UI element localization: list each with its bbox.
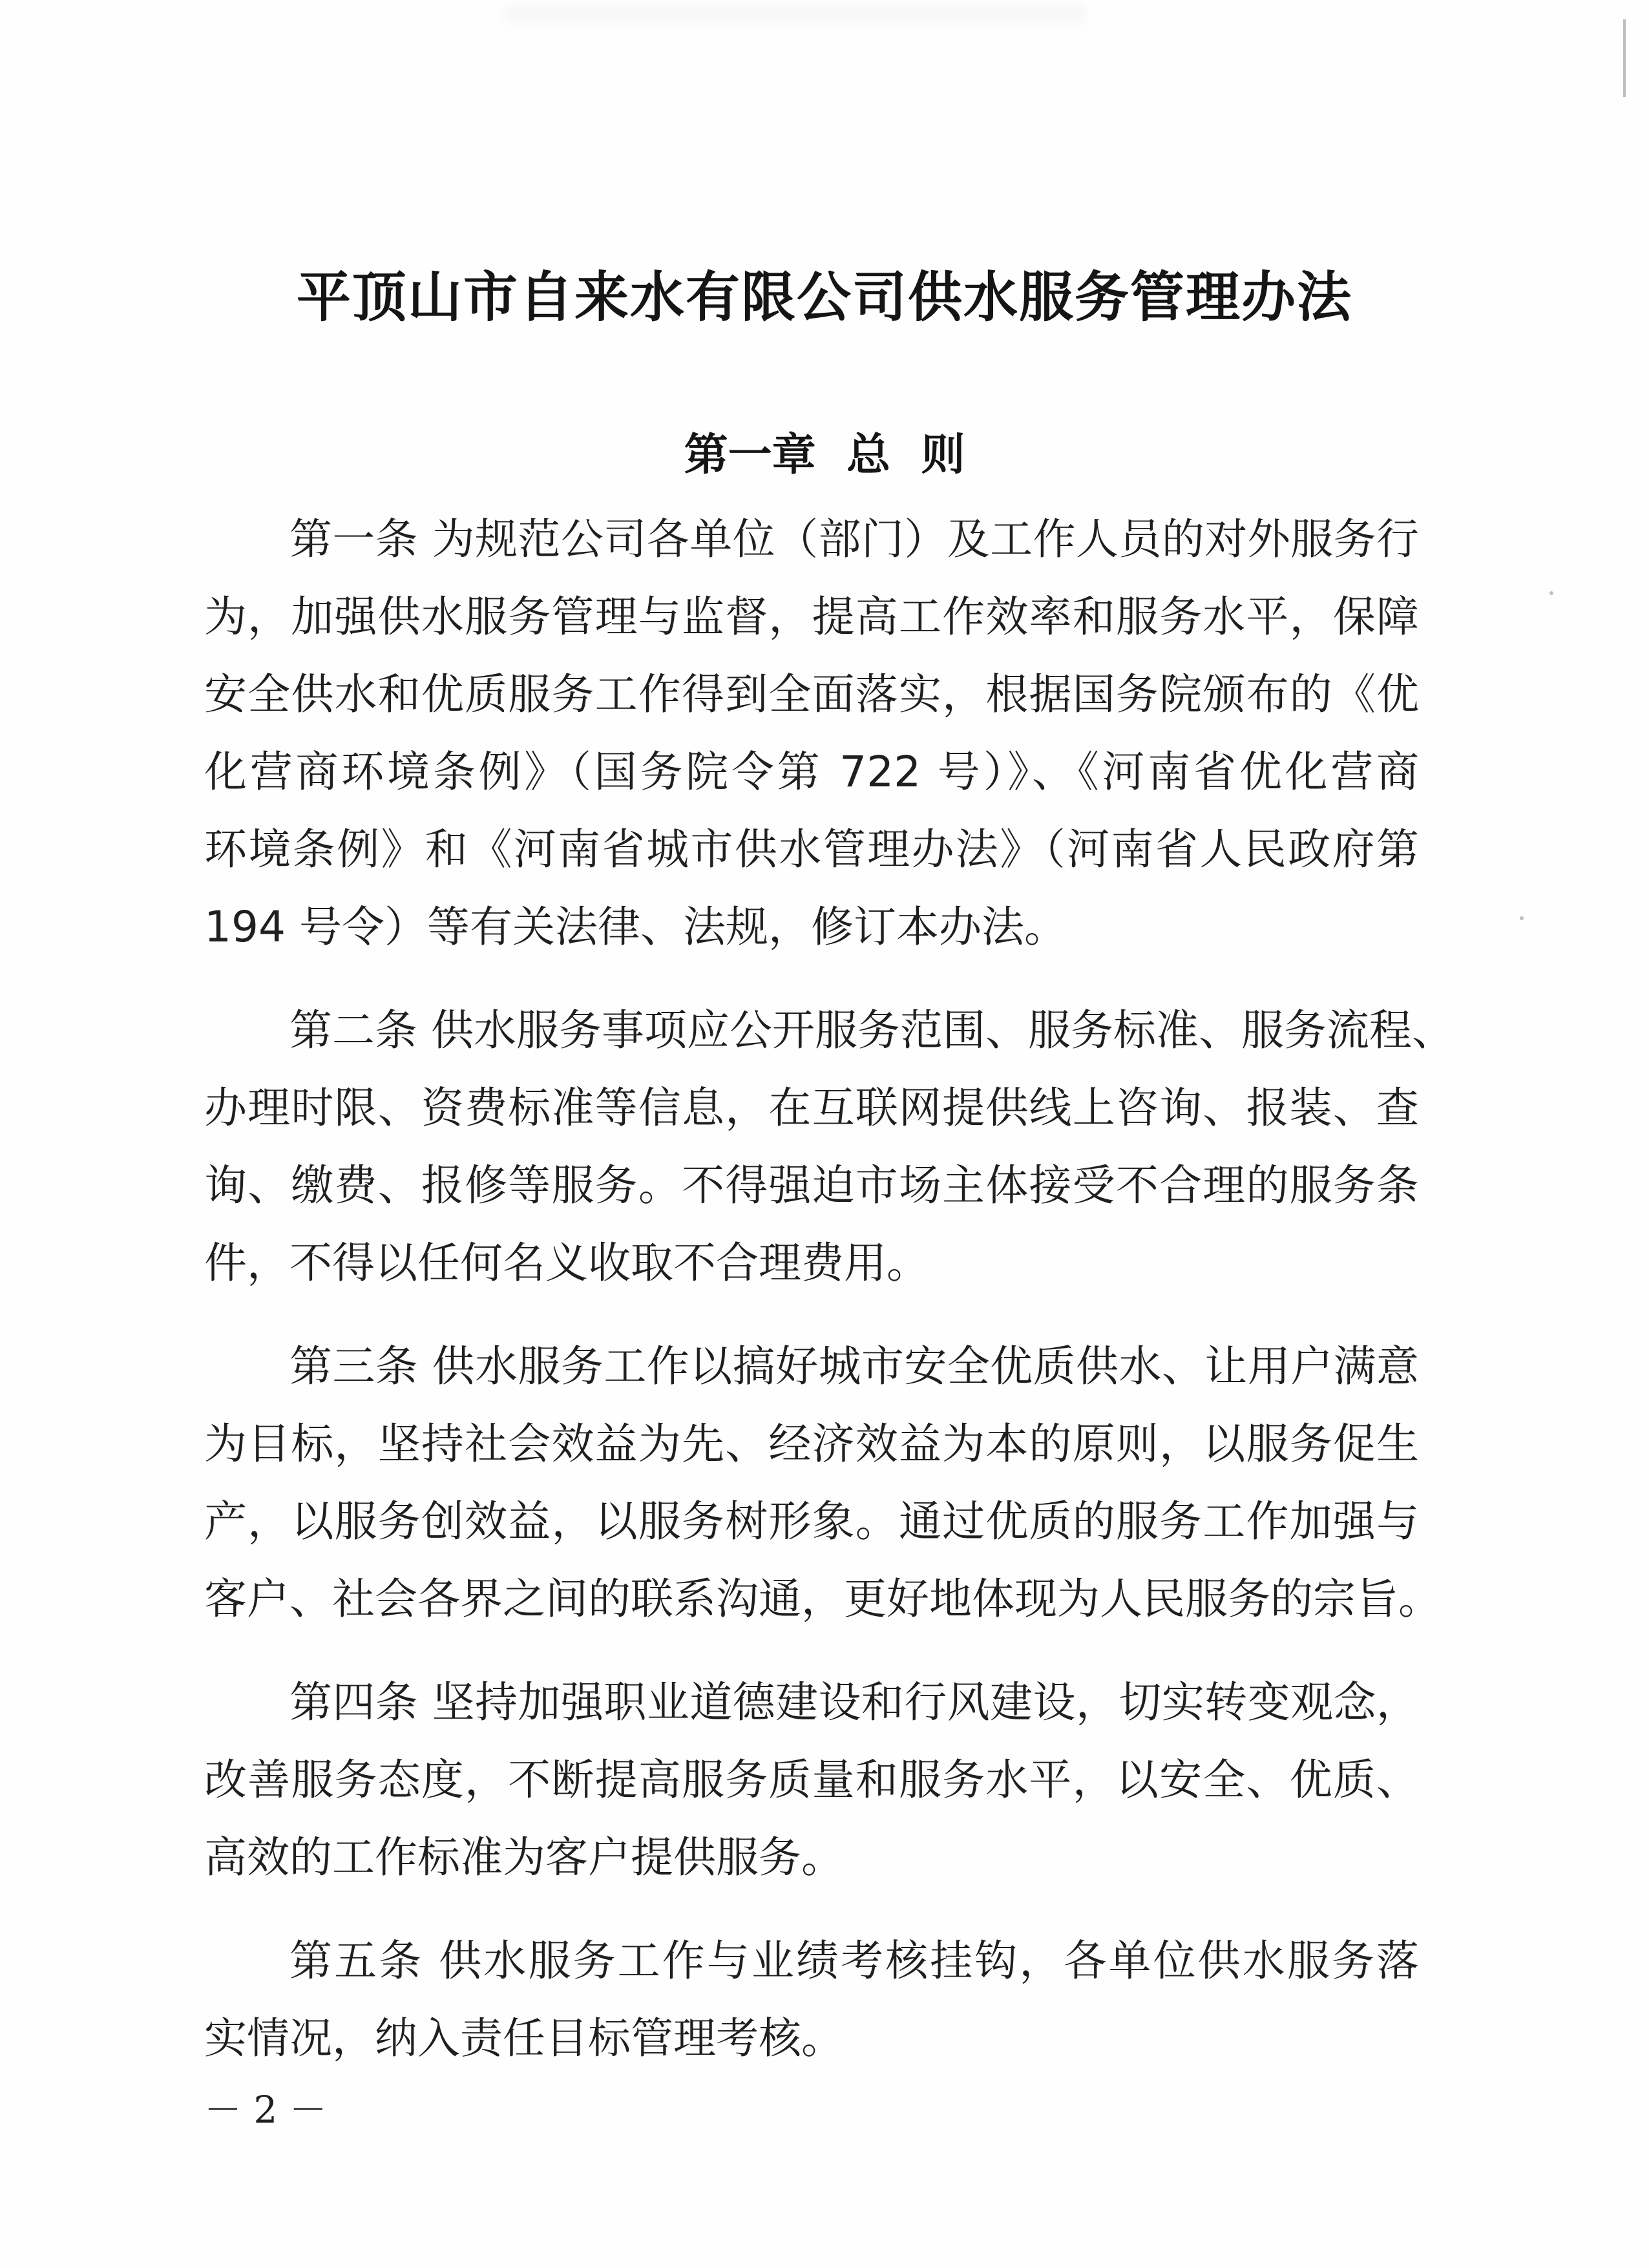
article-paragraph xyxy=(204,1664,1419,1896)
paragraph-line: 询、缴费、报修等服务。不得强迫市场主体接受不合理的服务条 xyxy=(204,1160,1419,1210)
paragraph-line: 第一条 为规范公司各单位（部门）及工作人员的对外服务行 xyxy=(289,514,1419,564)
paragraph-line: 客户、社会各界之间的联系沟通，更好地体现为人民服务的宗旨。 xyxy=(204,1574,1441,1624)
paragraph-line: 高效的工作标准为客户提供服务。 xyxy=(204,1832,844,1882)
article-paragraph xyxy=(204,1922,1419,2077)
document-body xyxy=(204,501,1455,2103)
article-paragraph xyxy=(204,501,1419,966)
paragraph-line: 环境条例》和《河南省城市供水管理办法》（河南省人民政府第 xyxy=(204,824,1419,874)
paragraph-line: 为，加强供水服务管理与监督，提高工作效率和服务水平，保障 xyxy=(204,592,1419,642)
paragraph-line: 化营商环境条例》（国务院令第 722 号）》、《河南省优化营商 xyxy=(204,747,1419,797)
article-paragraph xyxy=(204,992,1455,1302)
scan-shadow xyxy=(504,6,1086,32)
paragraph-line: 实情况，纳入责任目标管理考核。 xyxy=(204,2013,844,2063)
paragraph-line: 第三条 供水服务工作以搞好城市安全优质供水、让用户满意 xyxy=(289,1341,1419,1391)
chapter-heading: 第一章 总 则 xyxy=(684,430,965,481)
paragraph-line: 为目标，坚持社会效益为先、经济效益为本的原则，以服务促生 xyxy=(204,1419,1419,1469)
scan-speck xyxy=(1549,591,1553,595)
paragraph-line: 件，不得以任何名义收取不合理费用。 xyxy=(204,1238,929,1288)
page-number: － 2 － xyxy=(204,2088,327,2132)
paragraph-line: 194 号令）等有关法律、法规，修订本办法。 xyxy=(204,902,1067,952)
paragraph-line: 产，以服务创效益，以服务树形象。通过优质的服务工作加强与 xyxy=(204,1496,1419,1546)
paragraph-line: 第二条 供水服务事项应公开服务范围、服务标准、服务流程、 xyxy=(289,1005,1455,1055)
article-paragraph xyxy=(204,1328,1441,1638)
scan-edge-mark xyxy=(1623,19,1626,97)
paragraph-line: 办理时限、资费标准等信息，在互联网提供线上咨询、报装、查 xyxy=(204,1083,1419,1133)
paragraph-line: 第四条 坚持加强职业道德建设和行风建设，切实转变观念， xyxy=(289,1677,1419,1727)
paragraph-line: 安全供水和优质服务工作得到全面落实，根据国务院颁布的《优 xyxy=(204,669,1419,719)
document-title: 平顶山市自来水有限公司供水服务管理办法 xyxy=(296,265,1352,329)
paragraph-line: 第五条 供水服务工作与业绩考核挂钩，各单位供水服务落 xyxy=(289,1936,1419,1986)
scan-speck xyxy=(1520,916,1524,920)
paragraph-line: 改善服务态度，不断提高服务质量和服务水平，以安全、优质、 xyxy=(204,1755,1419,1805)
